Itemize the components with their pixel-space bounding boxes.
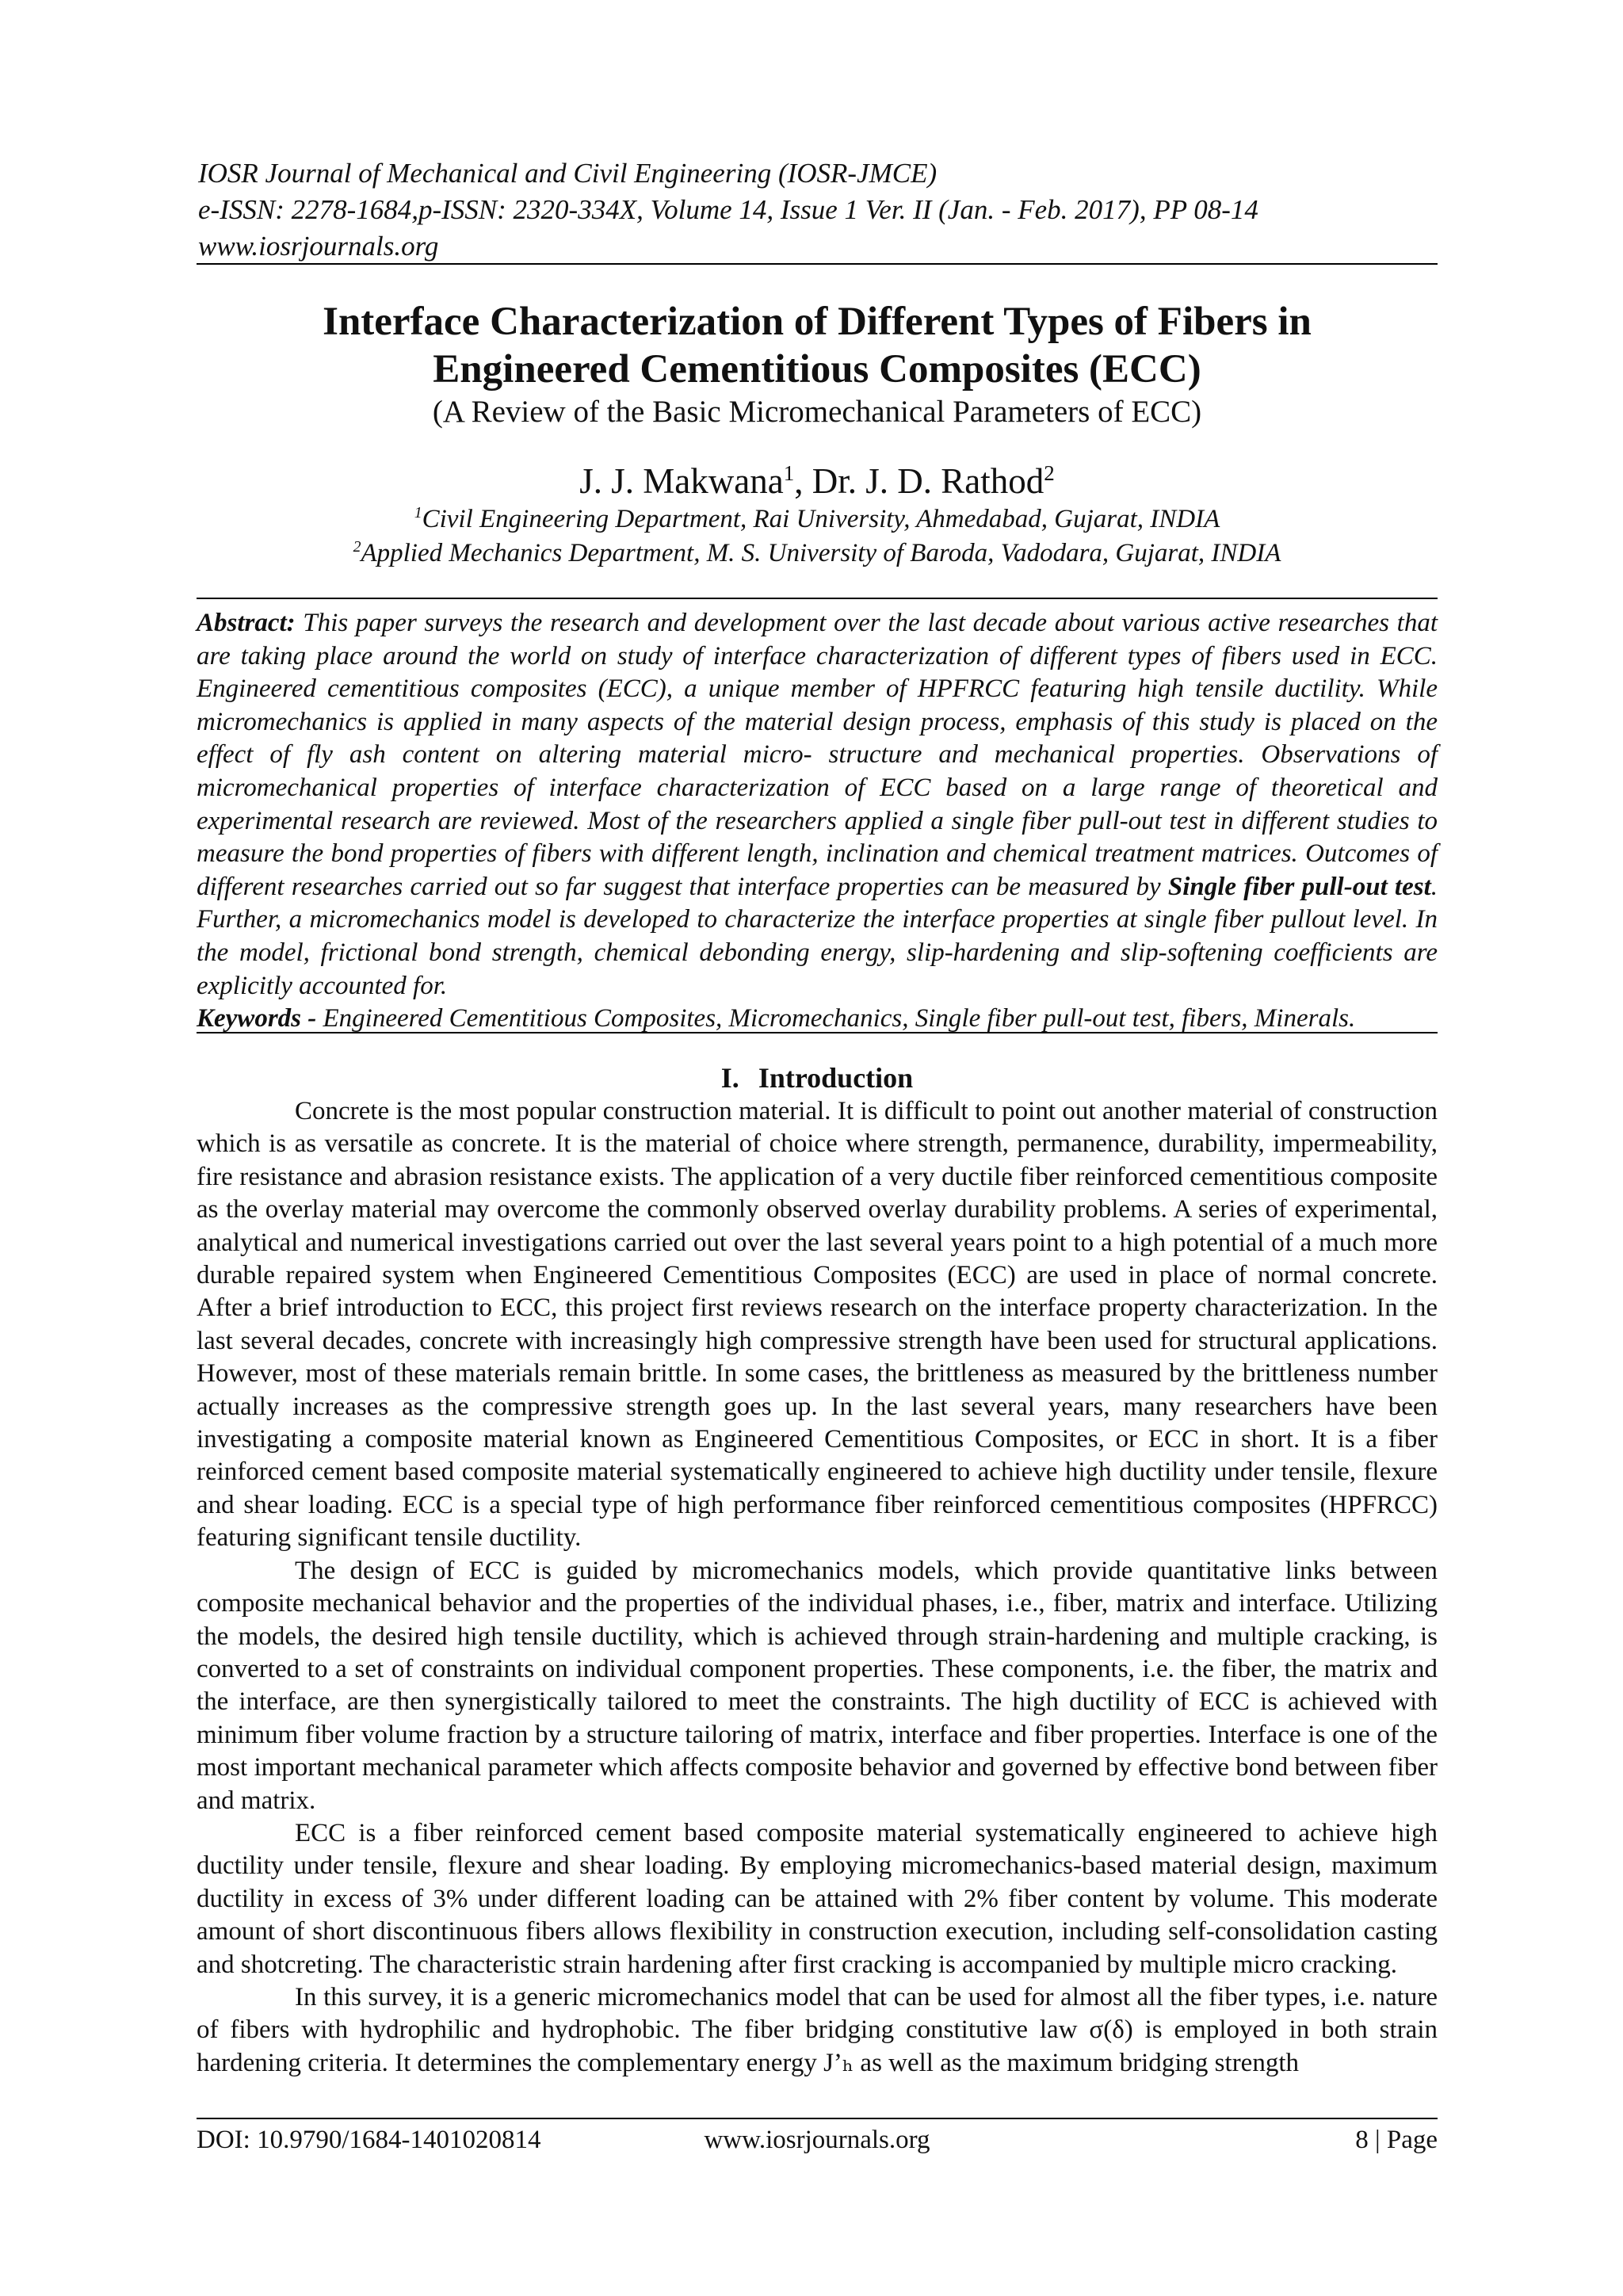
affiliation — [197, 502, 1438, 537]
abstract-text: . Further, a micromechanics model is developed to characterize the interface properties at single fiber pullout level. In the model, frictional bond strength, chemical debonding energy, slip-hardening and slip-softening coefficients are explicitly accounted for. — [197, 872, 1438, 1000]
affiliation — [197, 537, 1438, 571]
journal-header — [198, 155, 1434, 265]
abstract-top-rule — [197, 598, 1438, 599]
keywords — [197, 1003, 1438, 1036]
abstract-bottom-rule — [197, 1032, 1438, 1033]
author-separator: , — [794, 461, 812, 501]
paper-subtitle: (A Review of the Basic Micromechanical Parameters of ECC) — [432, 395, 1202, 429]
section-number: I. — [720, 1062, 739, 1094]
footer-page-number: 8 | Page — [1355, 2126, 1438, 2154]
journal-issn-volume: e-ISSN: 2278-1684,p-ISSN: 2320-334X, Volume 14, Issue 1 Ver. II (Jan. - Feb. 2017), PP 08-14 — [198, 194, 1258, 225]
body-paragraph: ECC is a fiber reinforced cement based composite material systematically engineered to achieve high ductility under tensile, flexure and shear loading. By employing micromechanics-based material design, maximum ductility in excess of 3% under different loading can be attained with 2% fiber content by volume. This moderate amount of short discontinuous fibers allows flexibility in construction execution, including self-consolidation casting and shotcreting. The characteristic strain hardening after first cracking is accompanied by multiple micro cracking. — [197, 1818, 1438, 1979]
abstract-text: This paper surveys the research and development over the last decade about various active researches that are taking place around the world on study of interface characterization of different types of fibers used in ECC. Engineered cementitious composites (ECC), a unique member of HPFRCC featuring high tensile ductility. While micromechanics is applied in many aspects of the material design process, emphasis of this study is placed on the effect of fly ash content on altering material micro- structure and mechanical properties. Observations of micromechanical properties of interface characterization of ECC based on a large range of theoretical and experimental research are reviewed. Most of the researchers applied a single fiber pull-out test in different studies to measure the bond properties of fibers with different length, inclination and chemical treatment matrices. Outcomes of different researches carried out so far suggest that interface properties can be measured by — [197, 609, 1438, 901]
author-name: Dr. J. D. Rathod — [812, 461, 1044, 501]
paper-title-line2: Engineered Cementitious Composites (ECC) — [433, 347, 1201, 392]
abstract-label: Abstract: — [197, 609, 296, 637]
journal-website: www.iosrjournals.org — [198, 231, 439, 262]
body-paragraph: Concrete is the most popular construction material. It is difficult to point out another material of construction which is as versatile as concrete. It is the material of choice where strength, permanence, durability, impermeability, fire resistance and abrasion resistance exists. The application of a very ductile fiber reinforced cementitious composite as the overlay material may overcome the commonly observed overlay durability problems. A series of experimental, analytical and numerical investigations carried out over the last several years point to a high potential of a much more durable repaired system when Engineered Cementitious Composites (ECC) are used in place of normal concrete. After a brief introduction to ECC, this project first reviews research on the interface property characterization. In the last several decades, concrete with increasingly high compressive strength have been used for structural applications. However, most of these materials remain brittle. In some cases, the brittleness as measured by the brittleness number actually increases as the compressive strength goes up. In the last several years, many researchers have been investigating a composite material known as Engineered Cementitious Composites, or ECC in short. It is a fiber reinforced cement based composite material systematically engineered to achieve high ductility under tensile, flexure and shear loading. ECC is a special type of high performance fiber reinforced cementitious composites (HPFRCC) featuring significant tensile ductility. — [197, 1097, 1438, 1553]
journal-name: IOSR Journal of Mechanical and Civil Engineering (IOSR-JMCE) — [198, 158, 938, 189]
author-name: J. J. Makwana — [579, 461, 784, 501]
footer-website: www.iosrjournals.org — [704, 2126, 930, 2154]
abstract — [197, 607, 1438, 1036]
paper-title — [197, 298, 1438, 393]
section-title: Introduction — [758, 1062, 914, 1094]
affiliation-text: Applied Mechanics Department, M. S. University of Baroda, Vadodara, Gujarat, INDIA — [361, 539, 1281, 567]
author-list — [197, 460, 1438, 502]
body-paragraph: The design of ECC is guided by micromechanics models, which provide quantitative links between composite mechanical behavior and the properties of the individual phases, i.e., fiber, matrix and interface. Utilizing the models, the desired high tensile ductility, which is achieved through strain-hardening and multiple cracking, is converted to a set of constraints on individual component properties. These components, i.e. the fiber, the matrix and the interface, are then synergistically tailored to meet the constraints. The high ductility of ECC is achieved with minimum fiber volume fraction by a structure tailoring of matrix, interface and fiber properties. Interface is one of the most important mechanical parameter which affects composite behavior and governed by effective bond between fiber and matrix. — [197, 1556, 1438, 1815]
affiliation-mark: 1 — [414, 504, 422, 521]
affiliation-text: Civil Engineering Department, Rai University, Ahmedabad, Gujarat, INDIA — [422, 505, 1220, 533]
footer-doi: DOI: 10.9790/1684-1401020814 — [197, 2126, 541, 2154]
abstract-emphasis: Single fiber pull-out test — [1167, 872, 1431, 901]
footer-rule — [197, 2118, 1438, 2119]
header-rule — [197, 263, 1438, 265]
author-affiliation-mark: 1 — [783, 461, 795, 485]
introduction-section — [197, 1060, 1438, 2080]
title-block — [197, 298, 1438, 571]
author-affiliation-mark: 2 — [1044, 461, 1055, 485]
paper-title-line1: Interface Characterization of Different Types of Fibers in — [323, 300, 1312, 344]
body-paragraph: In this survey, it is a generic micromechanics model that can be used for almost all the fiber types, i.e. nature of fibers with hydrophilic and hydrophobic. The fiber bridging constitutive law σ(δ) is employed in both strain hardening criteria. It determines the complementary energy J’ₕ as well as the maximum bridging strength — [197, 1982, 1438, 2077]
abstract-paragraph — [197, 607, 1438, 1003]
keywords-text: Engineered Cementitious Composites, Micromechanics, Single fiber pull-out test, fibers, Minerals. — [316, 1004, 1356, 1033]
section-heading — [197, 1060, 1438, 1095]
affiliation-mark: 2 — [353, 538, 361, 556]
keywords-label: Keywords - — [197, 1004, 317, 1033]
